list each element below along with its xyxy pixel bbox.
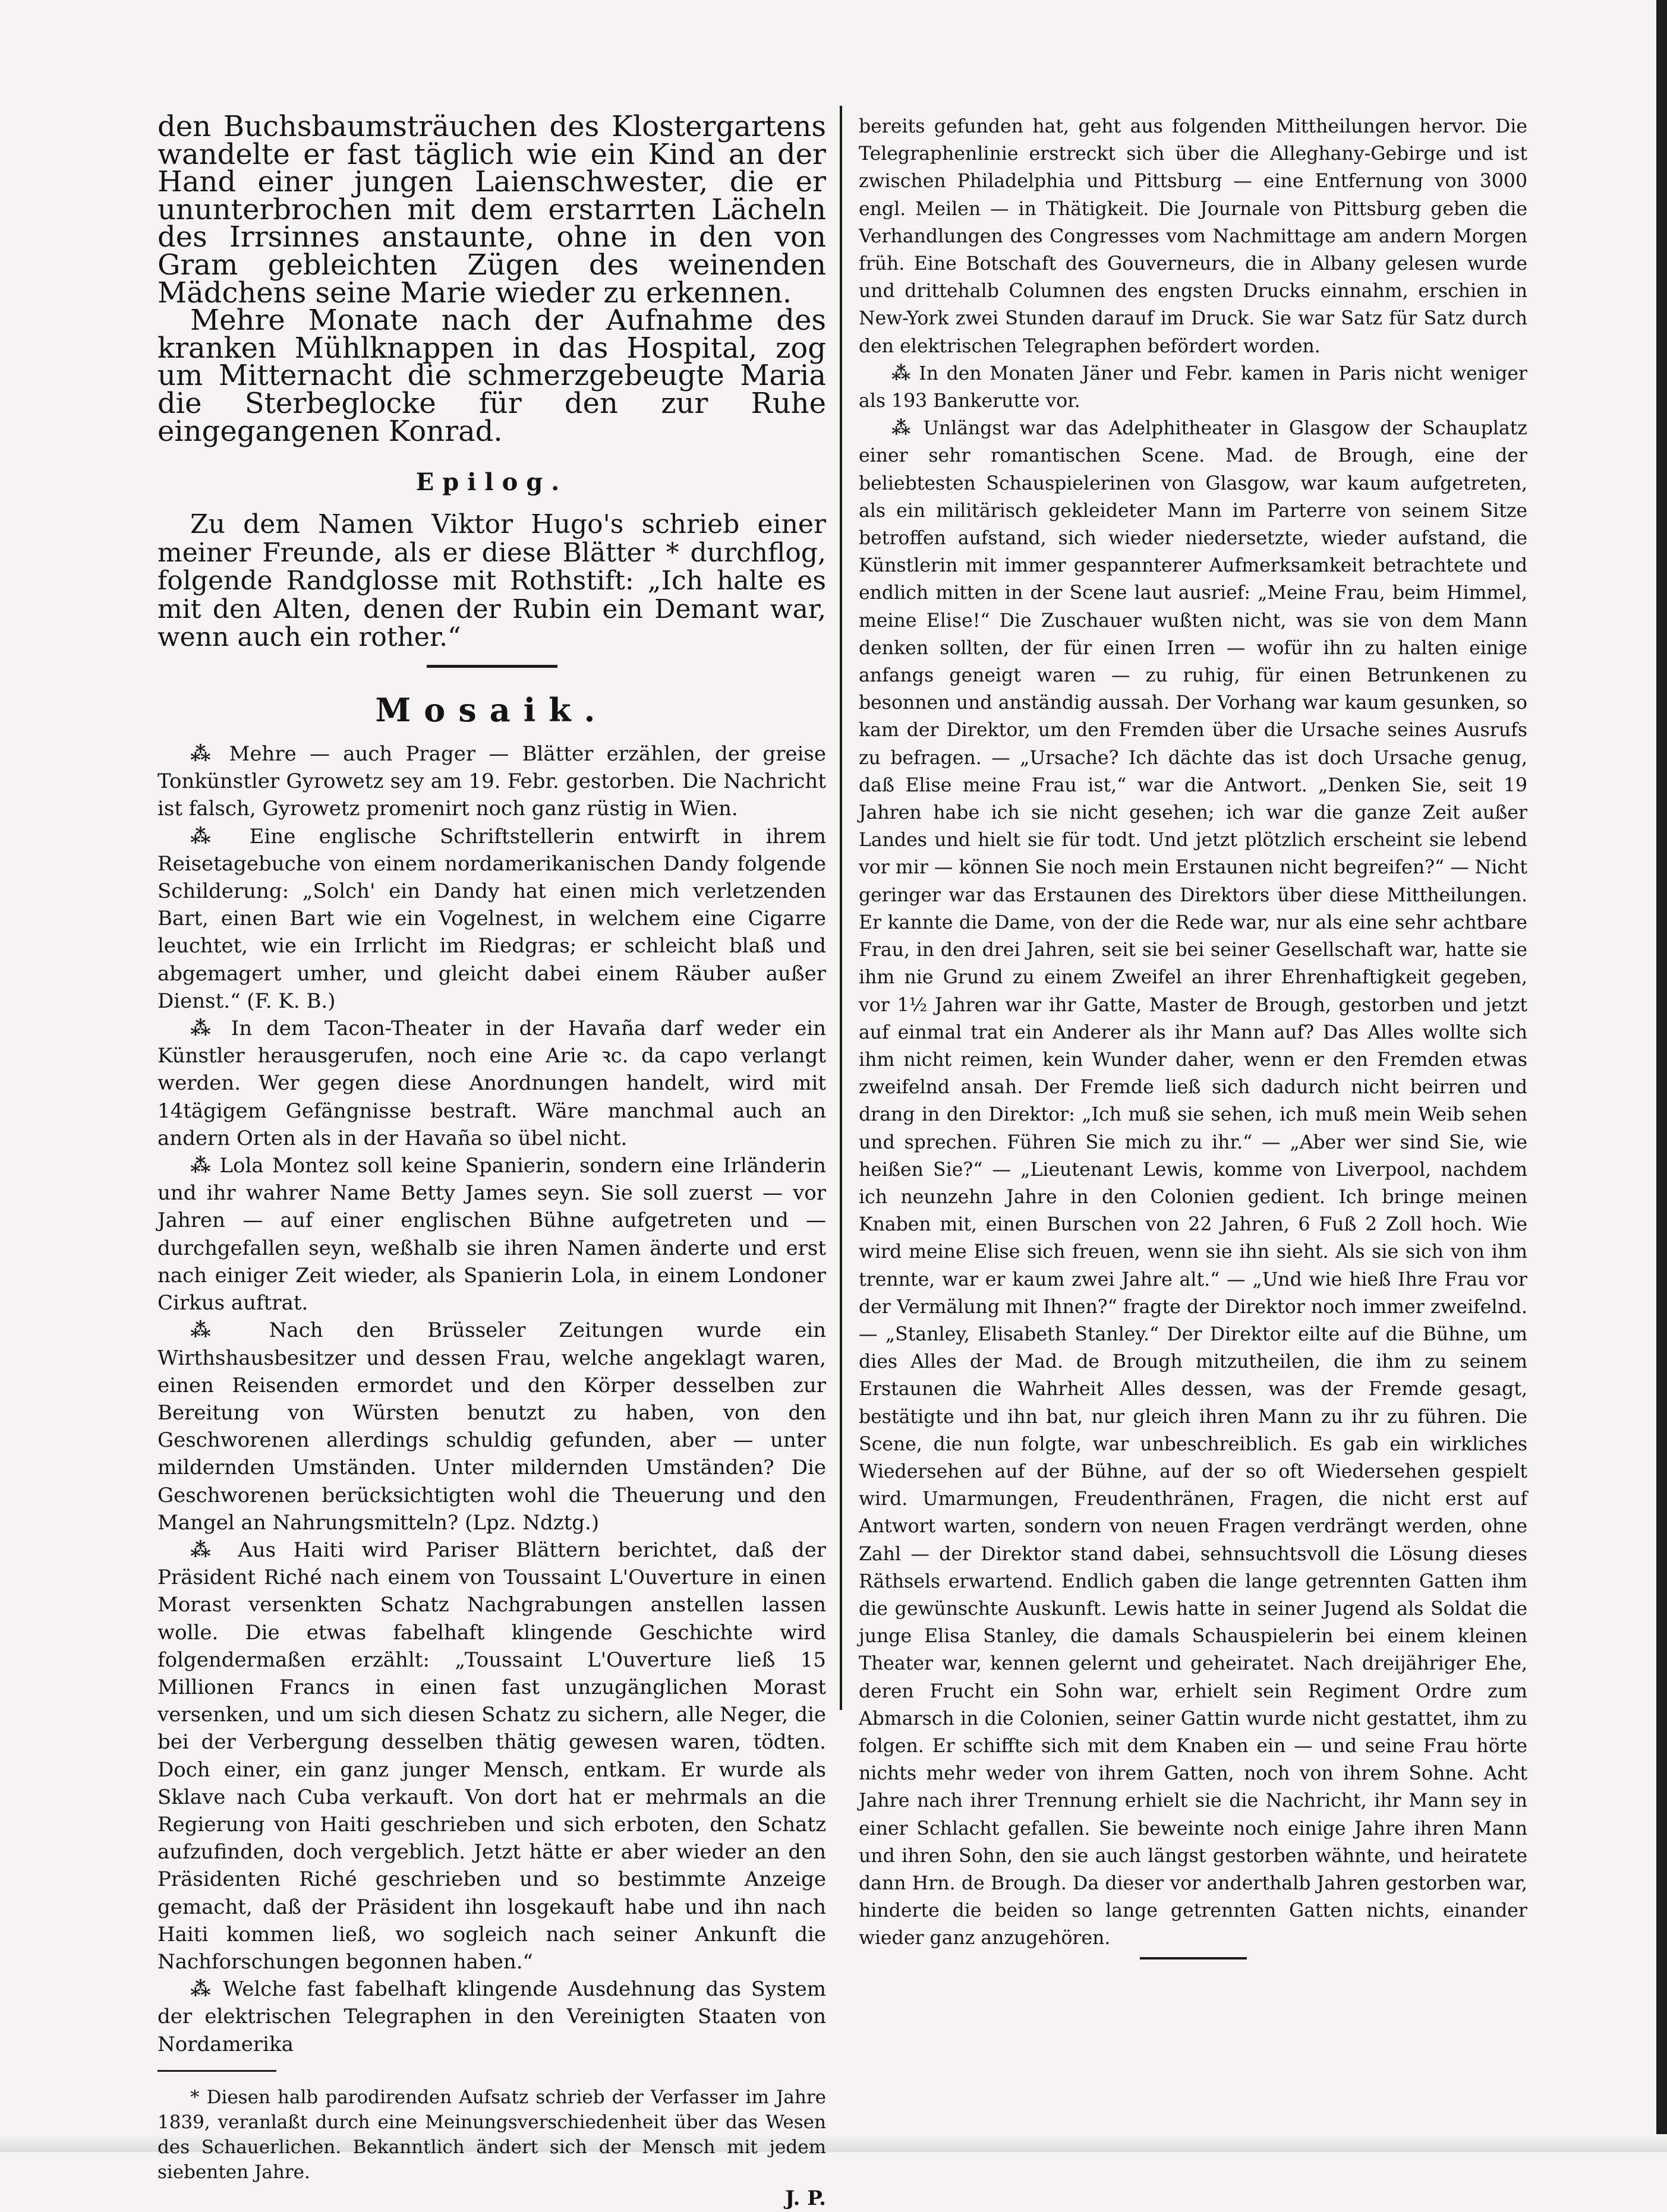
end-rule <box>1140 1957 1247 1959</box>
opening-paragraph: den Buchsbaumsträuchen des Klostergartens wandelte er fast täglich wie ein Kind an der Hand einer jungen Laienschwester, die er ununterbrochen mit dem erstarrten Lächeln des Irrsinnes anstaunte, ohne in den von Gram gebleichten Zügen des weinenden Mädchens seine Marie wieder zu erkennen. <box>157 110 826 310</box>
mosaik-item-text: Aus Haiti wird Pariser Blättern berichtet, daß der Präsident Riché nach einem von Toussaint L'Ouverture in einen Morast versenkten Schatz Nachgrabungen anstellen lassen wolle. Die etwas fabelhaft klingende Geschichte wird folgendermaßen erzählt: „Toussaint L'Ouverture ließ 15 Millionen Francs in einen fast unzugänglichen Morast versenken, und um sich diesen Schatz zu sichern, alle Neger, die bei der Verbergung desselben thätig gewesen waren, tödten. Doch einer, ein ganz junger Mensch, entkam. Er wurde als Sklave nach Cuba verkauft. Von dort hat er mehrmals an die Regierung von Haiti geschrieben und sich erboten, den Schatz aufzufinden, doch vergeblich. Jetzt hätte er aber wieder an den Präsidenten Riché geschrieben und so bestimmte Anzeige gemacht, daß der Präsident ihn losgekauft habe und ihn nach Haiti kommen ließ, wo sogleich nach seiner Ankunft die Nachforschungen begonnen haben.“ <box>157 1538 826 1974</box>
mosaik-item <box>859 415 1527 1952</box>
mosaik-item-text: In dem Tacon-Theater in der Havaña darf weder ein Künstler herausgerufen, noch eine Arie ꝛc. da capo verlangt werden. Wer gegen diese Anordnungen handelt, wird mit 14tägigem Gefängnisse bestraft. Wäre manchmal auch an andern Orten als in der Havaña so übel nicht. <box>157 1017 826 1150</box>
column-divider <box>840 106 842 1710</box>
asterism-icon: ⁂ <box>190 742 229 766</box>
asterism-icon: ⁂ <box>891 362 919 384</box>
mosaik-item-text: Mehre — auch Prager — Blätter erzählen, der greise Tonkünstler Gyrowetz sey am 19. Febr. gestorben. Die Nachricht ist falsch, Gyrowetz promenirt noch ganz rüstig in Wien. <box>157 742 826 821</box>
asterism-icon: ⁂ <box>190 1318 269 1343</box>
mosaik-item <box>157 1536 826 1976</box>
asterism-icon: ⁂ <box>190 824 250 848</box>
epilog-heading: Epilog. <box>415 468 568 497</box>
footnote-rule <box>157 2070 276 2072</box>
mosaik-item <box>859 360 1527 415</box>
asterism-icon: ⁂ <box>190 1154 220 1178</box>
second-paragraph: Mehre Monate nach der Aufnahme des kranken Mühlknappen in das Hospital, zog um Mitternacht die schmerzgebeugte Maria die Sterbeglocke für den zur Ruhe eingegangenen Konrad. <box>157 304 826 448</box>
mosaik-item-continuation: bereits gefunden hat, geht aus folgenden Mittheilungen hervor. Die Telegraphenlinie erstreckt sich über die Alleghany-Gebirge und ist zwischen Philadelphia und Pittsburg — eine Entfernung von 3000 engl. Meilen — in Thätigkeit. Die Journale von Pittsburg geben die Verhandlungen des Congresses vom Nachmittage am andern Morgen früh. Eine Botschaft des Gouverneurs, die in Albany gelesen wurde und drittehalb Columnen des engsten Drucks einnahm, erschien in New-York zwei Stunden darauf im Druck. Sie war Satz für Satz durch den elektrischen Telegraphen befördert worden. <box>859 116 1527 357</box>
mosaik-item-text: Unlängst war das Adelphitheater in Glasgow der Schauplatz einer sehr romantischen Scene. Mad. de Brough, eine der beliebtesten Schauspielerinen von Glasgow, war kaum aufgetreten, als ein militärisch gekleideter Mann im Parterre von seinem Sitze betroffen aufstand, sich wieder niedersetzte, wieder aufstand, die Künstlerin mit immer gespannterer Aufmerksamkeit betrachtete und endlich mitten in der Scene laut ausrief: „Meine Frau, beim Himmel, meine Elise!“ Die Zuschauer wußten nicht, was sie von dem Mann denken sollten, der für einen Irren — wofür ihn zu halten einige anfangs geneigt waren — zu ruhig, für einen Betrunkenen zu besonnen und anständig aussah. Der Vorhang war kaum gesunken, so kam der Direktor, um den Fremden über die Ursache seines Ausrufs zu befragen. — „Ursache? Ich dächte das ist doch Ursache genug, daß Elise meine Frau ist,“ war die Antwort. „Denken Sie, seit 19 Jahren habe ich sie nicht gesehen; ich war die ganze Zeit außer Landes und hielt sie für todt. Und jetzt plötzlich erscheint sie lebend vor mir — können Sie noch mein Erstaunen nicht begreifen?“ — Nicht geringer war das Erstaunen des Direktors über diese Mittheilungen. Er kannte die Dame, von der die Rede war, nur als eine sehr achtbare Frau, in den drei Jahren, seit sie bei seiner Gesellschaft war, hatte sie ihm nie Grund zu einem Zweifel an ihrer Ehrenhaftigkeit gegeben, vor 1½ Jahren war ihr Gatte, Master de Brough, gestorben und jetzt auf einmal trat ein Anderer als ihr Mann auf? Das Alles wollte sich ihm nicht reimen, kein Wunder daher, wenn er den Fremden etwas zweifelnd ansah. Der Fremde ließ sich dadurch nicht beirren und drang in den Direktor: „Ich muß sie sehen, ich muß mein Weib sehen und sprechen. Führen Sie mich zu ihr.“ — „Aber wer sind Sie, wie heißen Sie?“ — „Lieutenant Lewis, komme von Liverpool, nachdem ich neunzehn Jahre in den Colonien gedient. Ich bringe meinen Knaben mit, einen Burschen von 22 Jahren, 6 Fuß 2 Zoll hoch. Wie wird meine Elise sich freuen, wenn sie ihn sieht. Als sie sich von ihm trennte, war er kaum zwei Jahre alt.“ — „Und wie hieß Ihre Frau vor der Vermälung mit Ihnen?“ fragte der Direktor noch immer zweifelnd. — „Stanley, Elisabeth Stanley.“ Der Direktor eilte auf die Bühne, um dies Alles der Mad. de Brough mitzutheilen, die ihm zu seinem Erstaunen die Wahrheit Alles dessen, was der Fremde gesagt, bestätigte und ihn bat, nur gleich ihren Mann zu ihr zu führen. Die Scene, die nun folgte, war unbeschreiblich. Es gab ein wirkliches Wiedersehen auf der Bühne, auf der so oft Wiedersehen gespielt wird. Umarmungen, Freudenthränen, Fragen, die nicht erst auf Antwort warten, sondern von neuen Fragen verdrängt werden, ohne Zahl — der Direktor stand dabei, sehnsuchtsvoll die Lösung dieses Räthsels erwartend. Endlich gaben die lange getrennten Gatten ihm die gewünschte Auskunft. Lewis hatte in seiner Jugend als Soldat die junge Elisa Stanley, die damals Schauspielerin bei einem kleinen Theater war, kennen gelernt und geheiratet. Nach dreijähriger Ehe, deren Frucht ein Sohn war, erhielt sein Regiment Ordre zum Abmarsch in die Colonien, seiner Gattin wurde nicht gestattet, ihm zu folgen. Er schiffte sich mit dem Knaben ein — und seine Frau hörte nichts mehr weder von ihrem Gatten, noch von ihrem Sohne. Acht Jahre nach ihrer Trennung erhielt sie die Nachricht, ihr Mann sey in einer Schlacht gefallen. Sie beweinte noch einige Jahre ihren Mann und ihren Sohn, den sie auch längst gestorben wähnte, und heiratete dann Hrn. de Brough. Da dieser vor anderthalb Jahren gestorben war, hinderte die beiden so lange getrennten Gatten nichts, einander wieder ganz anzugehören. <box>859 418 1527 1949</box>
mosaik-item-text: Nach den Brüsseler Zeitungen wurde ein Wirthshausbesitzer und dessen Frau, welche angeklagt waren, einen Reisenden ermordet und den Körper desselben zur Bereitung von Würsten benutzt zu haben, von den Geschworenen allerdings schuldig gefunden, aber — unter mildernden Umständen. Unter mildernden Umständen? Die Geschworenen berücksichtigten wohl die Theuerung und den Mangel an Nahrungsmitteln? (Lpz. Ndztg.) <box>157 1318 826 1535</box>
asterism-icon: ⁂ <box>891 417 924 440</box>
mosaik-item <box>157 1317 826 1536</box>
mosaik-item <box>157 1152 826 1317</box>
epilog-text: Zu dem Namen Viktor Hugo's schrieb einer meiner Freunde, als er diese Blätter * durchflog, folgende Randglosse mit Rothstift: „Ich halte es mit den Alten, denen der Rubin ein Demant war, wenn auch ein rother.“ <box>157 509 826 653</box>
asterism-icon: ⁂ <box>190 1017 231 1041</box>
asterism-icon: ⁂ <box>190 1977 223 2002</box>
mosaik-heading: Mosaik. <box>375 690 609 729</box>
mosaik-item-text: In den Monaten Jäner und Febr. kamen in Paris nicht weniger als 193 Bankerutte vor. <box>859 362 1527 412</box>
right-column <box>859 113 1527 1959</box>
mosaik-item <box>157 1976 826 2058</box>
page-edge-shadow <box>1656 0 1667 2152</box>
signature: J. P. <box>785 2186 826 2210</box>
footnote: * Diesen halb parodirenden Aufsatz schrieb der Verfasser im Jahre 1839, veranlaßt durch eine Meinungsverschiedenheit über das Wesen des Schauerlichen. Bekanntlich ändert sich der Mensch mit jedem siebenten Jahre. <box>157 2086 826 2183</box>
mosaik-item-text: Lola Montez soll keine Spanierin, sondern eine Irländerin und ihr wahrer Name Betty James seyn. Sie soll zuerst — vor Jahren — auf einer englischen Bühne aufgetreten und — durchgefallen seyn, weßhalb sie ihren Namen änderte und erst nach einiger Zeit wieder, als Spanierin Lola, in einem Londoner Cirkus auftrat. <box>157 1154 826 1315</box>
mosaik-item-text: Welche fast fabelhaft klingende Ausdehnung das System der elektrischen Telegraphen in den Vereinigten Staaten von Nordamerika <box>157 1977 826 2056</box>
mosaik-item <box>157 823 826 1015</box>
asterism-icon: ⁂ <box>190 1538 238 1562</box>
mosaik-item <box>157 740 826 823</box>
mosaik-item <box>157 1015 826 1152</box>
section-rule <box>427 665 557 668</box>
mosaik-item-text: Eine englische Schriftstellerin entwirft in ihrem Reisetagebuche von einem nordamerikanischen Dandy folgende Schilderung: „Solch' ein Dandy hat einen mich verletzenden Bart, einen Bart wie ein Vogelnest, in welchem eine Cigarre leuchtet, wie ein Irrlicht im Riedgras; er schleicht blaß und abgemagert umher, und gleicht dabei einem Räuber außer Dienst.“ (F. K. B.) <box>157 824 826 1013</box>
left-column <box>157 110 826 2212</box>
